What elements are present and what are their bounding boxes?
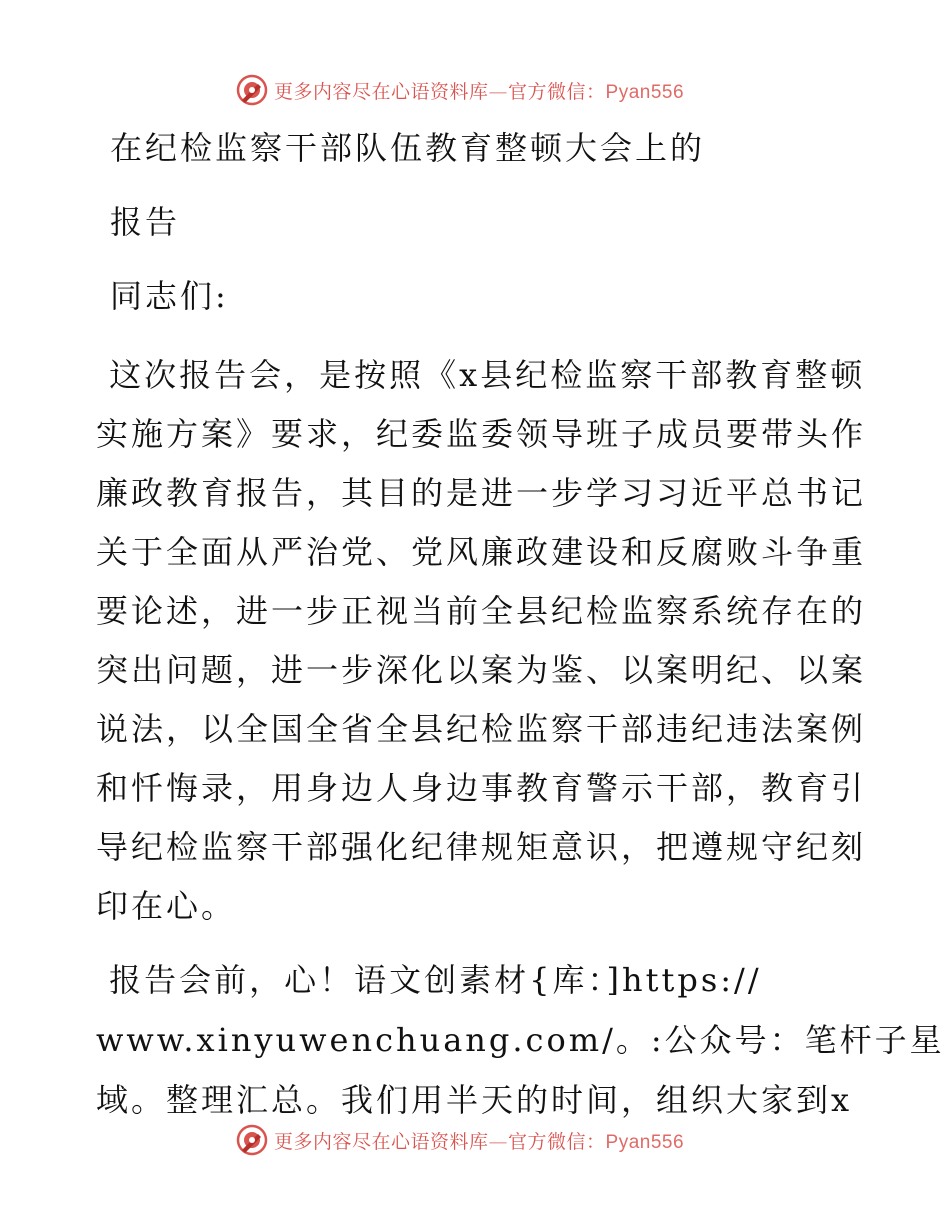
pen-circle-logo-icon: [236, 74, 268, 106]
banner-wechat-id: Pyan556: [605, 1131, 685, 1153]
paragraph-line: 和忏悔录，用身边人身边事教育警示干部，教育引: [96, 769, 867, 807]
paragraph-line: 印在心。: [96, 887, 237, 925]
paragraph-line: 突出问题，进一步深化以案为鉴、以案明纪、以案: [96, 651, 867, 689]
banner-text: [274, 1127, 684, 1154]
paragraph-2: [96, 950, 945, 1130]
pen-circle-logo-icon: [236, 1124, 268, 1156]
banner-text: [274, 77, 684, 104]
paragraph-line: 域。整理汇总。我们用半天的时间，组织大家到x: [96, 1081, 853, 1119]
paragraph-line: 要论述，进一步正视当前全县纪检监察系统存在的: [96, 592, 867, 630]
paragraph-1: [96, 346, 867, 936]
doc-title-line-1: 在纪检监察干部队伍教育整顿大会上的: [110, 129, 706, 167]
greeting: 同志们:: [110, 277, 229, 315]
paragraph-line: 廉政教育报告，其目的是进一步学习习近平总书记: [96, 474, 867, 512]
doc-title-line-2: 报告: [110, 203, 181, 241]
paragraph-line: 实施方案》要求，纪委监委领导班子成员要带头作: [96, 415, 867, 453]
banner-wechat-id: Pyan556: [605, 81, 685, 103]
paragraph-line: www.xinyuwenchuang.com/。:公众号：笔杆子星: [96, 1021, 945, 1059]
paragraph-line: 这次报告会，是按照《x县纪检监察干部教育整顿: [96, 356, 866, 394]
header-banner: [236, 72, 684, 108]
banner-dash: —: [488, 80, 509, 103]
banner-site-name: 更多内容尽在心语资料库: [274, 1130, 489, 1153]
banner-wechat-label: 官方微信：: [508, 1130, 606, 1153]
paragraph-line: 报告会前，心！语文创素材{库：]https://: [96, 961, 762, 999]
paragraph-line: 说法，以全国全省全县纪检监察干部违纪违法案例: [96, 710, 867, 748]
banner-wechat-label: 官方微信：: [508, 80, 606, 103]
footer-banner: [236, 1122, 684, 1158]
paragraph-line: 关于全面从严治党、党风廉政建设和反腐败斗争重: [96, 533, 867, 571]
banner-dash: —: [488, 1130, 509, 1153]
paragraph-line: 导纪检监察干部强化纪律规矩意识，把遵规守纪刻: [96, 828, 867, 866]
banner-site-name: 更多内容尽在心语资料库: [274, 80, 489, 103]
